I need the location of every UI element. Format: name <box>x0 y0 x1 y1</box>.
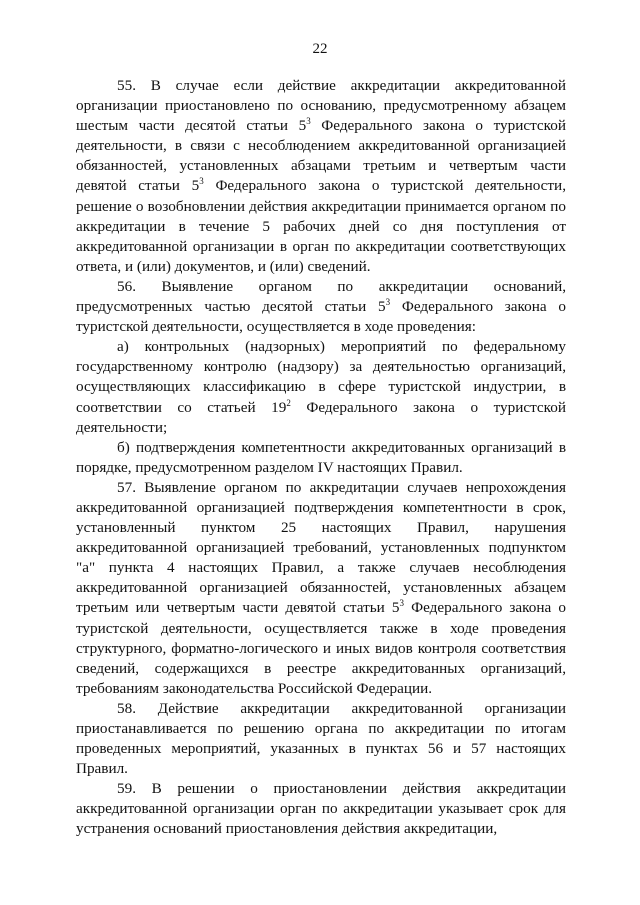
text-run: Федерального закона о туристской деятельности, решение о возобновлении действия аккредитации принимается органом по аккредитации в течение 5 рабочих дней со дня поступления от аккредитованной организации в орган по аккредитации соответствующих ответа, и (или) документов, и (или) сведений. <box>76 177 566 275</box>
superscript: 3 <box>399 598 404 609</box>
paragraph-59 <box>76 779 566 839</box>
superscript: 2 <box>286 397 291 408</box>
text-run: 58. Действие аккредитации аккредитованной организации приостанавливается по решению органа по аккредитации по итогам проведенных мероприятий, указанных в пунктах 56 и 57 настоящих Правил. <box>76 699 566 778</box>
superscript: 3 <box>306 116 311 127</box>
paragraph-58 <box>76 699 566 779</box>
text-run: Федерального закона о туристской деятельности, осуществляется также в ходе проведения структурного, форматно-логического и иных видов контроля соответствия сведений, содержащихся в реестре аккредитованных организаций, требованиям законодательства Российской Федерации. <box>76 599 566 697</box>
page-number: 22 <box>312 41 328 57</box>
paragraph-55 <box>76 76 566 277</box>
text-run: Федерального закона о туристской деятельности, в связи с несоблюдением аккредитованной организацией обязанностей, установленных абзацами третьим и четвертым части девятой статьи 5 <box>76 117 566 195</box>
superscript: 3 <box>385 297 391 308</box>
superscript: 3 <box>199 176 204 187</box>
paragraph-56-a <box>76 337 566 437</box>
paragraph-56-b <box>76 438 566 478</box>
text-run: 56. Выявление органом по аккредитации оснований, предусмотренных частью десятой статьи 5 <box>76 277 566 316</box>
text-run: б) подтверждения компетентности аккредитованных организаций в порядке, предусмотренном разделом IV настоящих Правил. <box>76 438 566 476</box>
text-run: Федерального закона о туристской деятельности, осуществляется в ходе проведения: <box>76 298 566 336</box>
text-run: а) контрольных (надзорных) мероприятий по федеральному государственному контролю (надзору) за деятельностью организаций, осуществляющих классификацию в сфере туристской индустрии, в соответствии со статьей 19 <box>76 338 566 416</box>
text-run: 55. В случае если действие аккредитации аккредитованной организации приостановлено по основанию, предусмотренному абзацем шестым части десятой статьи 5 <box>76 77 566 135</box>
text-run: 59. В решении о приостановлении действия аккредитации аккредитованной организации орган по аккредитации указывает срок для устранения оснований приостановления действия аккредитации, <box>76 780 566 838</box>
document-body <box>76 76 566 840</box>
paragraph-56 <box>76 277 566 337</box>
paragraph-57 <box>76 478 566 699</box>
text-run: 57. Выявление органом по аккредитации случаев непрохождения аккредитованной организацией подтверждения компетентности в срок, установленный пунктом 25 настоящих Правил, нарушения аккредитованной организацией требований, установленных подпунктом "а" пункта 4 настоящих Правил, а также случаев несоблюдения аккредитованной организацией обязанностей, установленных абзацем третьим или четвертым части девятой статьи 5 <box>76 478 566 617</box>
text-run: Федерального закона о туристской деятельности; <box>76 398 566 436</box>
